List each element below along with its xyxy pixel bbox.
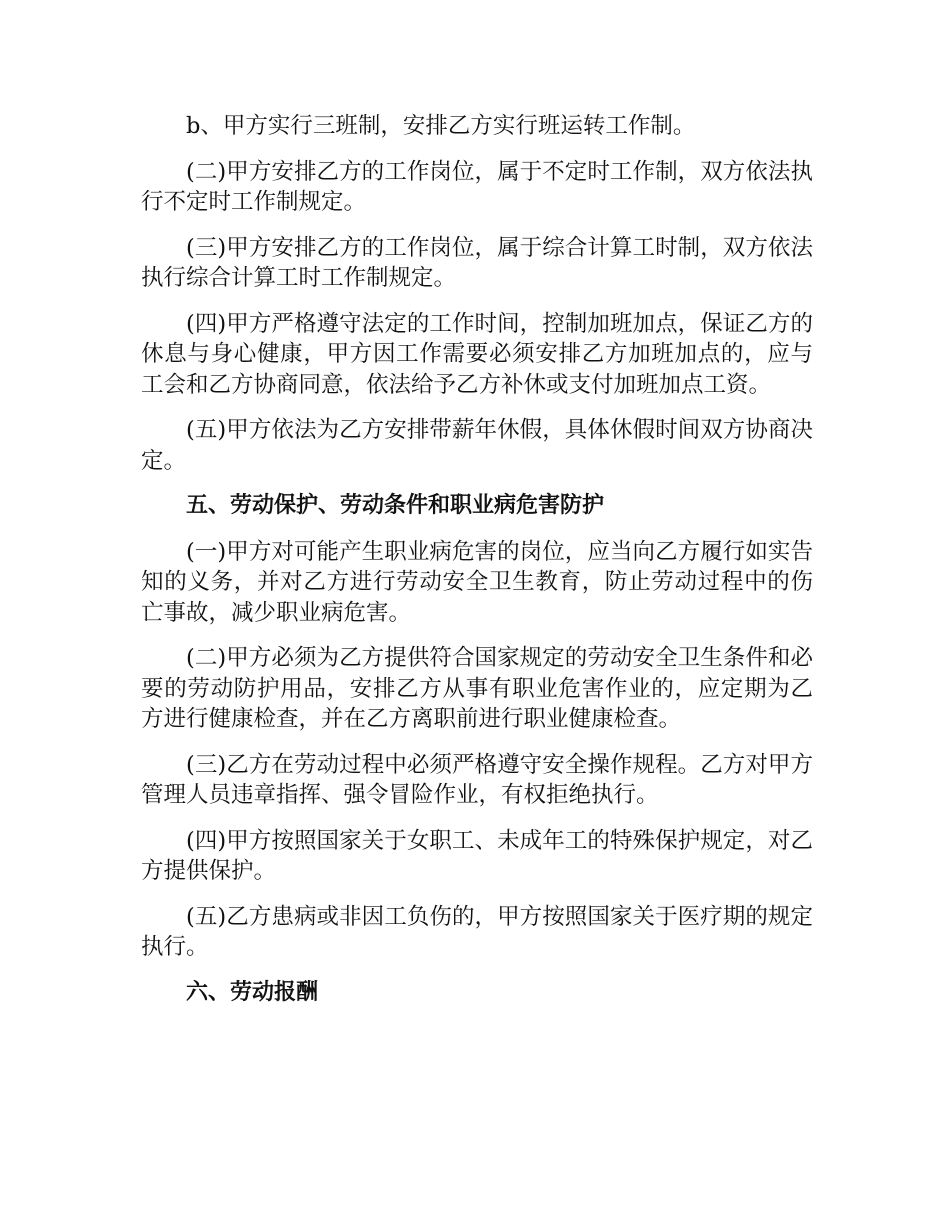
paragraph-medical-period: (五)乙方患病或非因工负伤的，甲方按照国家关于医疗期的规定执行。 [141, 903, 813, 960]
paragraph-safety-conditions: (二)甲方必须为乙方提供符合国家规定的劳动安全卫生条件和必要的劳动防护用品，安排乙方从事有职业危害作业的，应定期为乙方进行健康检查，并在乙方离职前进行职业健康检查。 [141, 645, 813, 732]
paragraph-overtime: (四)甲方严格遵守法定的工作时间，控制加班加点，保证乙方的休息与身心健康，甲方因工作需要必须安排乙方加班加点的，应与工会和乙方协商同意，依法给予乙方补休或支付加班加点工资。 [141, 310, 813, 398]
paragraph-safety-rules: (三)乙方在劳动过程中必须严格遵守安全操作规程。乙方对甲方管理人员违章指挥、强令冒险作业，有权拒绝执行。 [141, 751, 813, 808]
paragraph-comprehensive-hours: (三)甲方安排乙方的工作岗位，属于综合计算工时制，双方依法执行综合计算工时工作制规定。 [141, 234, 813, 291]
paragraph-shift-system: b、甲方实行三班制，安排乙方实行班运转工作制。 [186, 113, 696, 139]
section-heading-labor-protection: 五、劳动保护、劳动条件和职业病危害防护 [186, 493, 605, 518]
section-heading-remuneration: 六、劳动报酬 [186, 979, 319, 1005]
paragraph-flexible-hours: (二)甲方安排乙方的工作岗位，属于不定时工作制，双方依法执行不定时工作制规定。 [141, 158, 813, 215]
paragraph-hazard-notice: (一)甲方对可能产生职业病危害的岗位，应当向乙方履行如实告知的义务，并对乙方进行劳动安全卫生教育，防止劳动过程中的伤亡事故，减少职业病危害。 [141, 538, 813, 626]
paragraph-annual-leave: (五)甲方依法为乙方安排带薪年休假，具体休假时间双方协商决定。 [141, 417, 813, 474]
paragraph-special-protection: (四)甲方按照国家关于女职工、未成年工的特殊保护规定，对乙方提供保护。 [141, 827, 813, 884]
document-body [141, 111, 813, 1023]
